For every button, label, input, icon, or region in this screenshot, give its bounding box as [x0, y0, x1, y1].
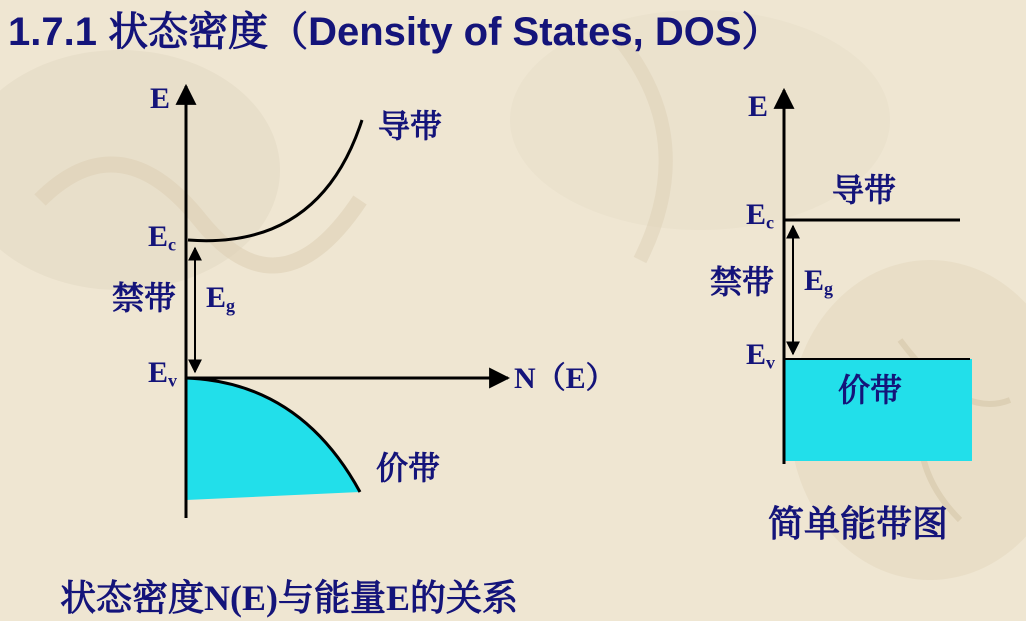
n-e-axis-label: N（E） [514, 362, 616, 395]
left-conduction-band-label: 导带 [378, 108, 443, 144]
conduction-band-curve [188, 120, 362, 241]
left-eg-label: $E_g$ [206, 281, 236, 316]
left-forbidden-band-label: 禁带 [112, 280, 177, 316]
left-diagram-caption: 状态密度N(E)与能量E的关系 [60, 578, 518, 618]
right-ec-label: $E_c$ [746, 198, 775, 233]
valence-band-fill [186, 378, 360, 500]
right-conduction-band-label: 导带 [832, 172, 897, 208]
left-ec-label: $E_c$ [148, 220, 177, 255]
left-ev-label: $E_v$ [148, 356, 178, 391]
page-title: 1.7.1 状态密度（Density of States, DOS） [8, 10, 782, 54]
right-diagram-caption: 简单能带图 [768, 504, 949, 544]
right-forbidden-band-label: 禁带 [710, 264, 775, 300]
left-valence-band-label: 价带 [376, 450, 441, 486]
right-energy-axis-label: E [748, 90, 769, 123]
left-energy-axis-label: E [150, 82, 171, 115]
right-eg-label: $E_g$ [804, 264, 834, 299]
right-valence-band-label: 价带 [838, 372, 903, 408]
right-ev-label: $E_v$ [746, 338, 776, 373]
